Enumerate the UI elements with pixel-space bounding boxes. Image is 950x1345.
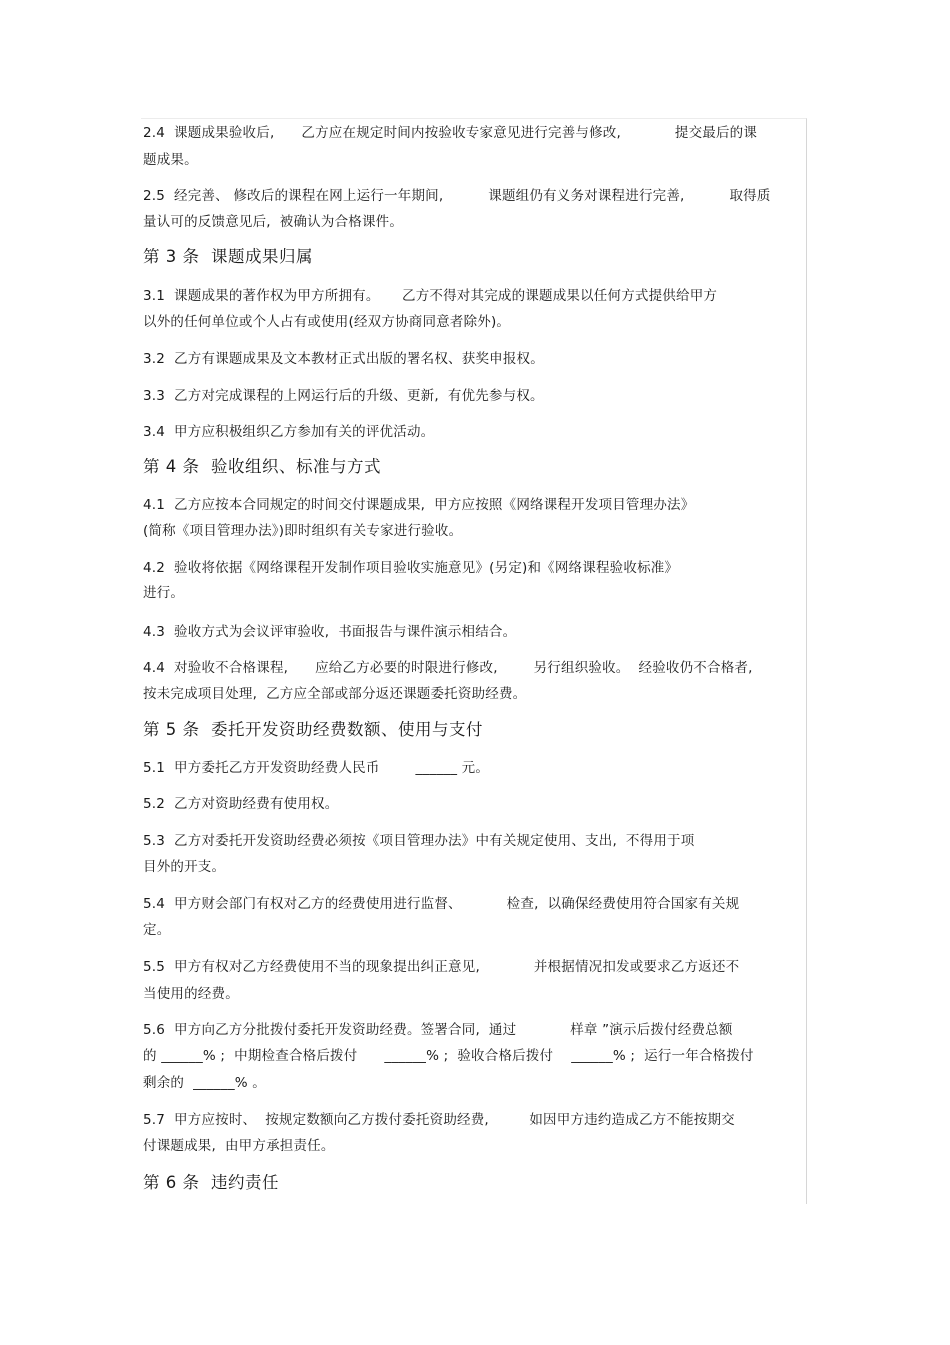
clause-3-1-line-1: 3.1 课题成果的著作权为甲方所拥有。 乙方不得对其完成的课题成果以任何方式提供给甲方 — [143, 288, 718, 304]
clause-5-6-line-1: 5.6 甲方向乙方分批拨付委托开发资助经费。签署合同, 通过 样章 ”演示后拨付经费总额 — [143, 1022, 733, 1038]
clause-4-2-line-2: 进行。 — [143, 585, 185, 601]
clause-5-6-line-2: 的 ______% ; 中期检查合格后拨付 ______% ; 验收合格后拨付 ______% ; 运行一年合格拨付 — [143, 1048, 754, 1064]
clause-2-4-line-1: 2.4 课题成果验收后, 乙方应在规定时间内按验收专家意见进行完善与修改, 提交最后的课 — [143, 125, 758, 141]
article-6-heading: 第 6 条 违约责任 — [143, 1173, 279, 1192]
clause-2-5-line-1: 2.5 经完善、 修改后的课程在网上运行一年期间, 课题组仍有义务对课程进行完善, 取得质 — [143, 188, 771, 204]
clause-4-2-line-1: 4.2 验收将依据《网络课程开发制作项目验收实施意见》(另定)和《网络课程验收标准》 — [143, 560, 679, 576]
article-3-heading: 第 3 条 课题成果归属 — [143, 247, 313, 266]
clause-3-2: 3.2 乙方有课题成果及文本教材正式出版的署名权、获奖申报权。 — [143, 351, 544, 367]
clause-5-7-line-1: 5.7 甲方应按时、 按规定数额向乙方拨付委托资助经费, 如因甲方违约造成乙方不能按期交 — [143, 1112, 735, 1128]
clause-5-5-line-2: 当使用的经费。 — [143, 986, 239, 1002]
clause-4-4-line-2: 按未完成项目处理, 乙方应全部或部分返还课题委托资助经费。 — [143, 686, 527, 702]
clause-5-7-line-2: 付课题成果, 由甲方承担责任。 — [143, 1138, 335, 1154]
clause-4-4-line-1: 4.4 对验收不合格课程, 应给乙方必要的时限进行修改, 另行组织验收。 经验收仍不合格者, — [143, 660, 753, 676]
clause-4-3: 4.3 验收方式为会议评审验收, 书面报告与课件演示相结合。 — [143, 624, 517, 640]
clause-3-1-line-2: 以外的任何单位或个人占有或使用(经双方协商同意者除外)。 — [143, 314, 511, 330]
clause-4-1-line-1: 4.1 乙方应按本合同规定的时间交付课题成果, 甲方应按照《网络课程开发项目管理办法》 — [143, 497, 695, 513]
clause-5-2: 5.2 乙方对资助经费有使用权。 — [143, 796, 339, 812]
clause-5-6-line-3: 剩余的 ______% 。 — [143, 1075, 267, 1091]
clause-4-1-line-2: (简称《项目管理办法》)即时组织有关专家进行验收。 — [143, 523, 463, 539]
clause-5-4-line-2: 定。 — [143, 922, 171, 938]
clause-2-4-line-2: 题成果。 — [143, 152, 198, 168]
clause-5-4-line-1: 5.4 甲方财会部门有权对乙方的经费使用进行监督、 检查, 以确保经费使用符合国家有关规 — [143, 896, 740, 912]
clause-5-3-line-2: 目外的开支。 — [143, 859, 226, 875]
clause-2-5-line-2: 量认可的反馈意见后, 被确认为合格课件。 — [143, 214, 404, 230]
clause-5-1: 5.1 甲方委托乙方开发资助经费人民币 ______ 元。 — [143, 760, 490, 776]
clause-3-4: 3.4 甲方应积极组织乙方参加有关的评优活动。 — [143, 424, 435, 440]
clause-5-5-line-1: 5.5 甲方有权对乙方经费使用不当的现象提出纠正意见, 并根据情况扣发或要求乙方返还不 — [143, 959, 740, 975]
article-4-heading: 第 4 条 验收组织、标准与方式 — [143, 457, 381, 476]
clause-5-3-line-1: 5.3 乙方对委托开发资助经费必须按《项目管理办法》中有关规定使用、支出, 不得用于项 — [143, 833, 695, 849]
clause-3-3: 3.3 乙方对完成课程的上网运行后的升级、更新, 有优先参与权。 — [143, 388, 544, 404]
article-5-heading: 第 5 条 委托开发资助经费数额、使用与支付 — [143, 720, 483, 739]
